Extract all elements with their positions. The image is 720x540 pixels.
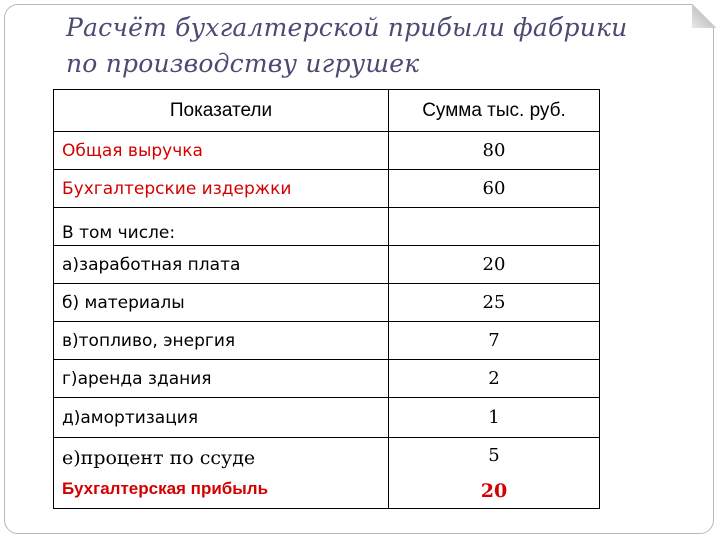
page-corner-fold bbox=[692, 4, 716, 28]
row-label-accounting-costs: Бухгалтерские издержки bbox=[54, 170, 389, 208]
row-value-accounting-profit: 20 bbox=[480, 479, 508, 502]
table-row bbox=[54, 360, 600, 398]
table-row bbox=[54, 208, 600, 246]
row-value-fuel-energy: 7 bbox=[389, 322, 600, 360]
row-value-revenue: 80 bbox=[389, 132, 600, 170]
header-amount: Сумма тыс. руб. bbox=[389, 90, 600, 132]
table-row bbox=[54, 246, 600, 284]
title-line-2: по производству игрушек bbox=[66, 49, 420, 78]
row-label-wages: а)заработная плата bbox=[54, 246, 389, 284]
row-value-wages: 20 bbox=[389, 246, 600, 284]
table-row bbox=[54, 170, 600, 208]
table-row bbox=[54, 284, 600, 322]
row-label-combined bbox=[54, 438, 389, 509]
row-label-loan-interest: е)процент по ссуде bbox=[62, 447, 256, 469]
row-label-materials: б) материалы bbox=[54, 284, 389, 322]
row-label-depreciation: д)амортизация bbox=[54, 398, 389, 438]
row-value-combined bbox=[389, 438, 600, 509]
row-value-including bbox=[389, 208, 600, 246]
row-value-loan-interest: 5 bbox=[488, 444, 500, 466]
row-value-depreciation: 1 bbox=[389, 398, 600, 438]
row-label-building-rent: г)аренда здания bbox=[54, 360, 389, 398]
table-row bbox=[54, 438, 600, 509]
profit-table bbox=[53, 89, 600, 509]
table-row bbox=[54, 322, 600, 360]
slide-title bbox=[66, 10, 686, 82]
header-indicators: Показатели bbox=[54, 90, 389, 132]
table-row bbox=[54, 132, 600, 170]
table-header-row bbox=[54, 90, 600, 132]
row-value-accounting-costs: 60 bbox=[389, 170, 600, 208]
table-row bbox=[54, 398, 600, 438]
row-label-fuel-energy: в)топливо, энергия bbox=[54, 322, 389, 360]
row-value-building-rent: 2 bbox=[389, 360, 600, 398]
row-label-including: В том числе: bbox=[54, 208, 389, 246]
row-value-materials: 25 bbox=[389, 284, 600, 322]
row-label-accounting-profit: Бухгалтерская прибыль bbox=[62, 479, 269, 498]
row-label-revenue: Общая выручка bbox=[54, 132, 389, 170]
title-line-1: Расчёт бухгалтерской прибыли фабрики bbox=[66, 13, 628, 42]
